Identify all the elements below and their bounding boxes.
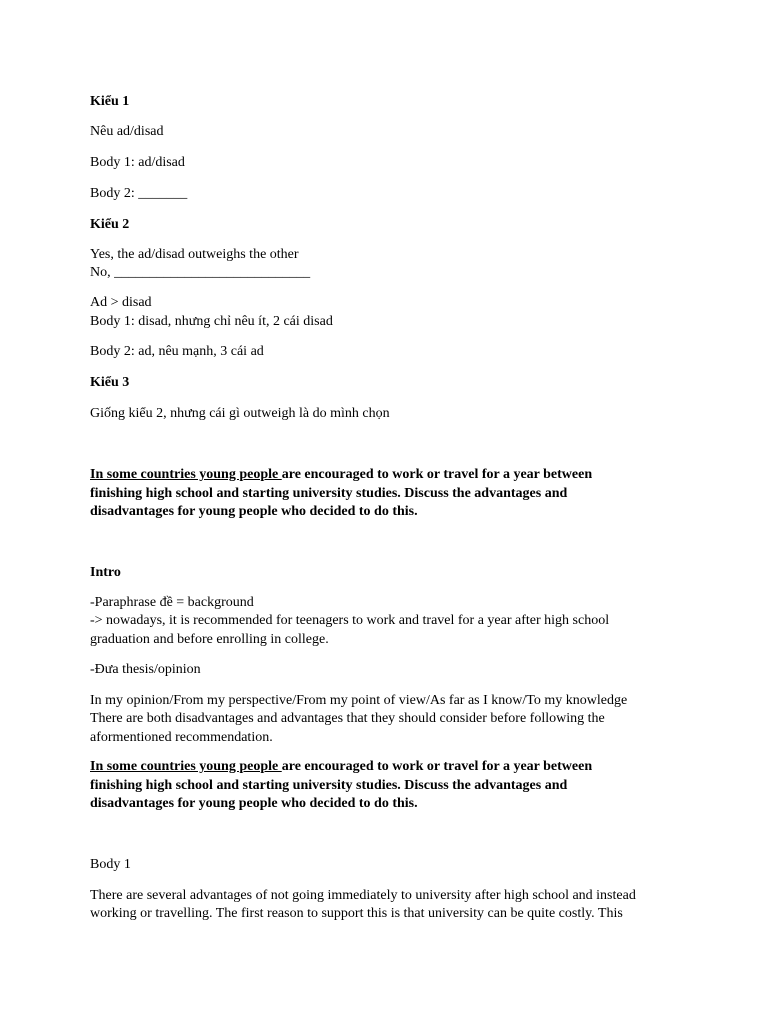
intro-line: There are both disadvantages and advantages that they should consider before following the [90,711,605,726]
intro-line: In my opinion/From my perspective/From my point of view/As far as I know/To my knowledge [90,693,628,708]
prompt-underlined-phrase: In some countries young people [90,467,282,482]
kieu2-line: No, ____________________________ [90,265,311,280]
kieu1-line: Nêu ad/disad [90,124,164,139]
kieu2-heading: Kiểu 2 [90,217,130,232]
prompt-underlined-phrase: In some countries young people [90,759,282,774]
essay-prompt-line [90,758,592,776]
kieu1-line: Body 2: _______ [90,186,188,201]
essay-prompt-line: disadvantages for young people who decided to do this. [90,796,418,811]
intro-line: -> nowadays, it is recommended for teenagers to work and travel for a year after high school [90,613,610,628]
essay-prompt-line: disadvantages for young people who decided to do this. [90,504,418,519]
kieu1-line: Body 1: ad/disad [90,155,185,170]
intro-line: -Paraphrase đề = background [90,595,254,610]
kieu1-heading: Kiểu 1 [90,94,130,109]
intro-line: graduation and before enrolling in college. [90,632,329,647]
kieu2-line: Ad > disad [90,295,152,310]
essay-prompt-line: finishing high school and starting university studies. Discuss the advantages and [90,486,568,501]
intro-line: aformentioned recommendation. [90,730,273,745]
kieu3-line: Giống kiểu 2, nhưng cái gì outweigh là do mình chọn [90,406,390,421]
intro-line: -Đưa thesis/opinion [90,662,201,677]
prompt-text: are encouraged to work or travel for a year between [281,759,593,774]
intro-heading: Intro [90,565,121,580]
essay-prompt-line [90,466,592,484]
kieu2-line: Body 2: ad, nêu mạnh, 3 cái ad [90,344,264,359]
kieu3-heading: Kiểu 3 [90,375,130,390]
body1-line: working or travelling. The first reason to support this is that university can be quite costly. This [90,906,623,921]
body1-line: There are several advantages of not going immediately to university after high school and instead [90,888,636,903]
prompt-text: are encouraged to work or travel for a year between [281,467,593,482]
kieu2-line: Body 1: disad, nhưng chỉ nêu ít, 2 cái disad [90,314,333,329]
kieu2-line: Yes, the ad/disad outweighs the other [90,247,299,262]
essay-prompt-line: finishing high school and starting university studies. Discuss the advantages and [90,778,568,793]
body1-heading: Body 1 [90,857,131,872]
